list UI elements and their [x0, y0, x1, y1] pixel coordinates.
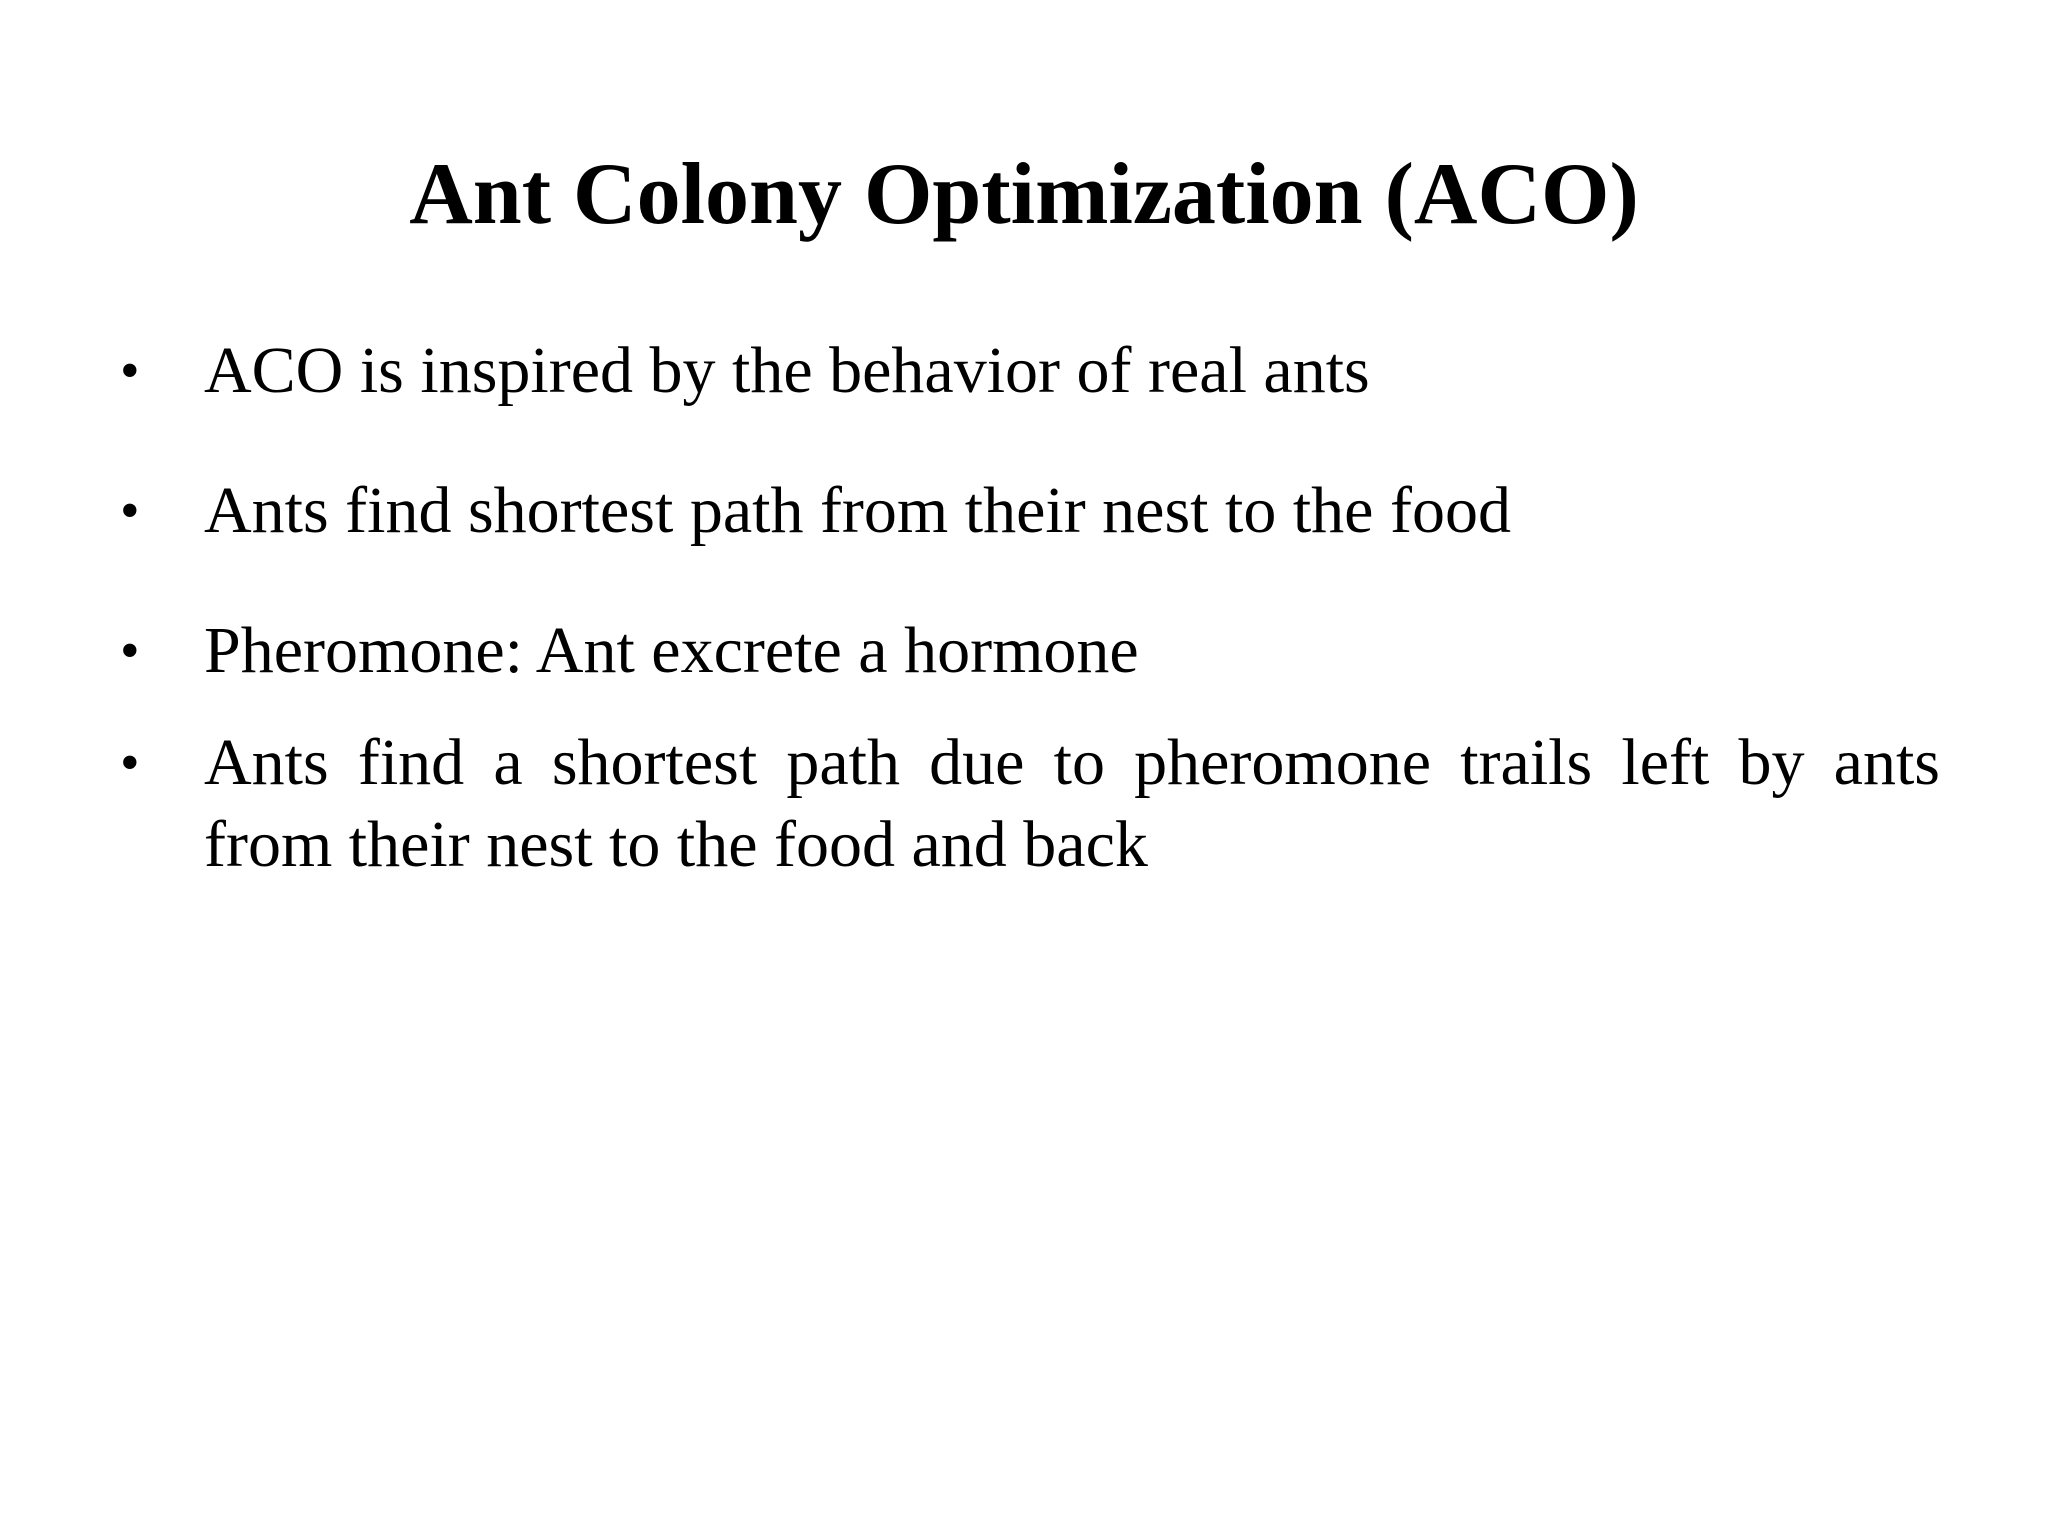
bullet-item-1 — [120, 330, 1940, 412]
bullet-item-3 — [120, 610, 1940, 692]
bullet-item-4 — [120, 722, 1940, 886]
bullet-text: ACO is inspired by the behavior of real ants — [204, 334, 1370, 407]
bullet-list — [120, 330, 1940, 944]
bullet-text: Ants find a shortest path due to pheromone trails left by ants from their nest to the food and back — [204, 726, 1940, 881]
bullet-text: Ants find shortest path from their nest to the food — [204, 474, 1511, 547]
bullet-icon: • — [120, 480, 140, 542]
bullet-icon: • — [120, 620, 140, 682]
slide-title: Ant Colony Optimization (ACO) — [409, 146, 1639, 243]
bullet-icon: • — [120, 732, 140, 794]
bullet-item-2 — [120, 470, 1940, 552]
bullet-icon: • — [120, 340, 140, 402]
bullet-text: Pheromone: Ant excrete a hormone — [204, 614, 1139, 687]
